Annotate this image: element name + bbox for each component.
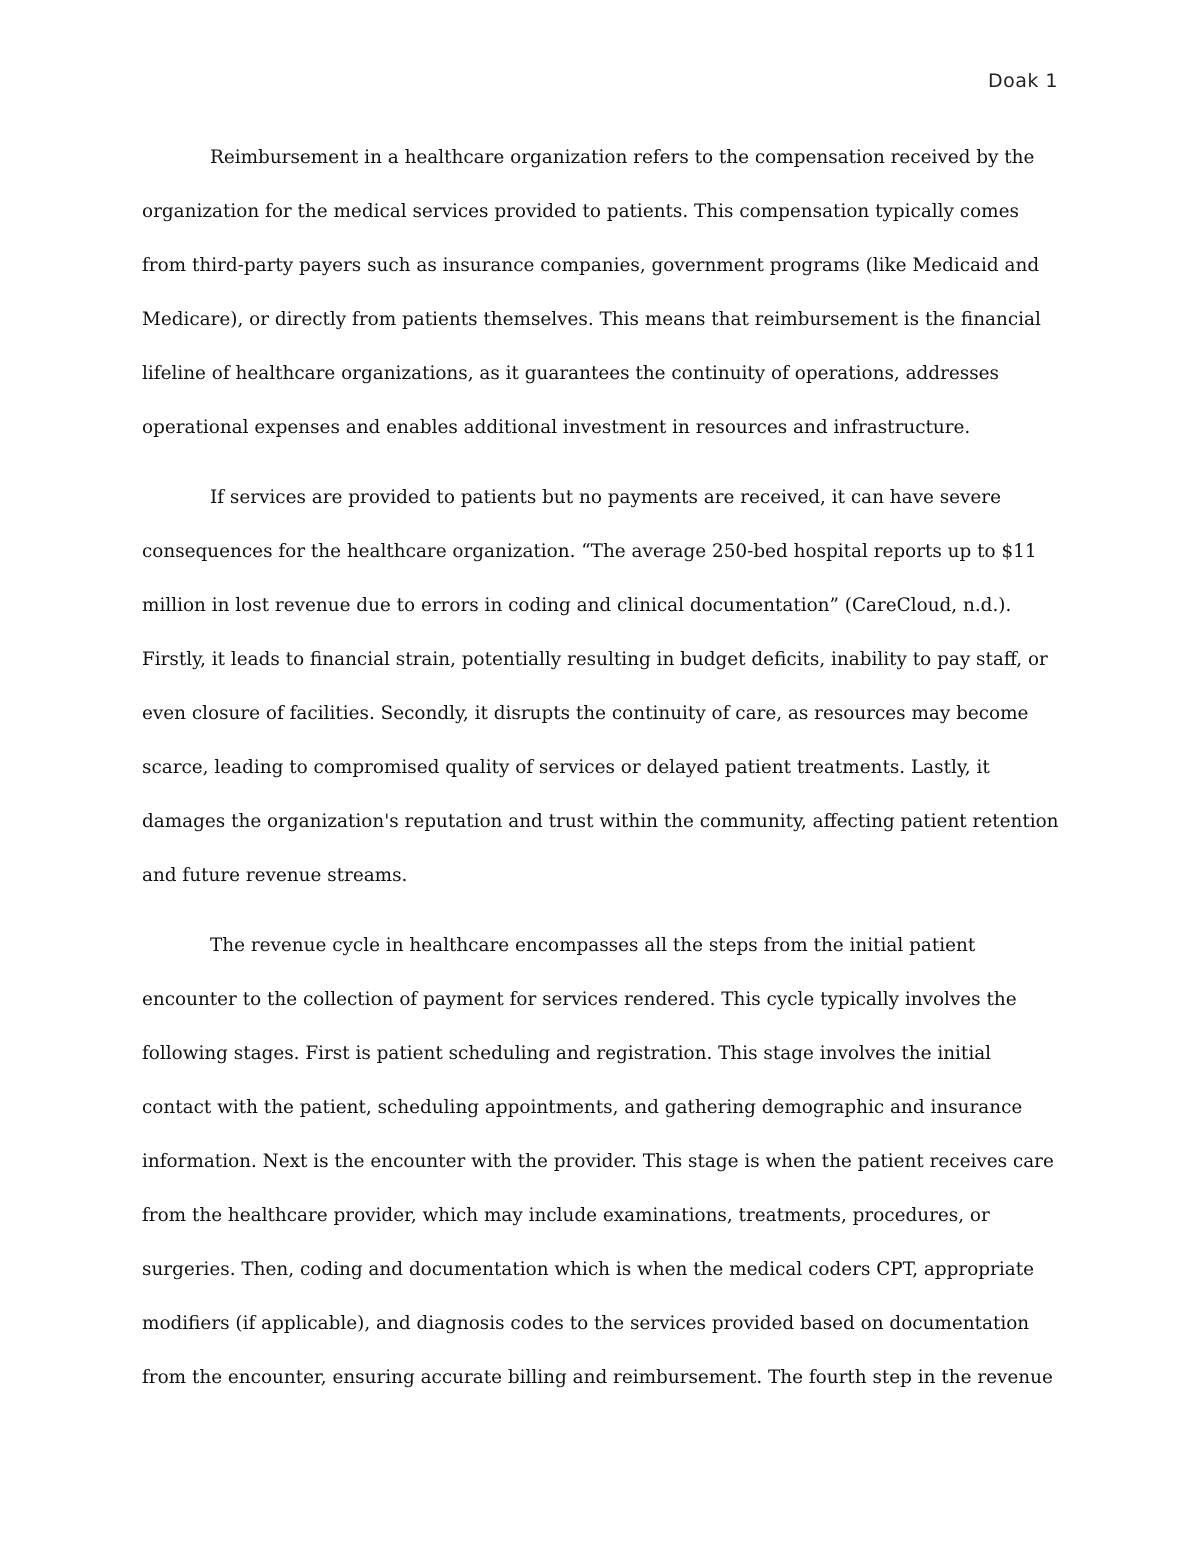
- paragraph-line: consequences for the healthcare organization. “The average 250-bed hospital reports up to $11: [142, 541, 1037, 562]
- running-head: Doak 1: [987, 70, 1058, 92]
- paragraph-line: operational expenses and enables additional investment in resources and infrastructure.: [142, 417, 971, 438]
- paragraph-line: contact with the patient, scheduling appointments, and gathering demographic and insurance: [142, 1097, 1023, 1118]
- paragraph-no-payment-consequences: [142, 471, 1060, 903]
- paragraph-line: following stages. First is patient scheduling and registration. This stage involves the initial: [142, 1043, 992, 1064]
- paragraph-line: Reimbursement in a healthcare organization refers to the compensation received by the: [210, 147, 1035, 168]
- paragraph-line: Medicare), or directly from patients themselves. This means that reimbursement is the financial: [142, 309, 1041, 330]
- paragraph-reimbursement: [142, 131, 1060, 455]
- paragraph-line: from the encounter, ensuring accurate billing and reimbursement. The fourth step in the revenue: [142, 1367, 1053, 1388]
- paragraph-line: The revenue cycle in healthcare encompasses all the steps from the initial patient: [210, 935, 976, 956]
- paragraph-line: encounter to the collection of payment for services rendered. This cycle typically involves the: [142, 989, 1017, 1010]
- paragraph-line: information. Next is the encounter with the provider. This stage is when the patient receives care: [142, 1151, 1054, 1172]
- paragraph-line: million in lost revenue due to errors in coding and clinical documentation” (CareCloud, n.d.).: [142, 595, 1012, 616]
- paragraph-line: organization for the medical services provided to patients. This compensation typically comes: [142, 201, 1019, 222]
- paragraph-line: surgeries. Then, coding and documentation which is when the medical coders CPT, appropriate: [142, 1259, 1034, 1280]
- paragraph-line: Firstly, it leads to financial strain, potentially resulting in budget deficits, inability to pay staff, or: [142, 649, 1048, 670]
- paragraph-line: modifiers (if applicable), and diagnosis codes to the services provided based on documentation: [142, 1313, 1030, 1334]
- paragraph-line: scarce, leading to compromised quality of services or delayed patient treatments. Lastly, it: [142, 757, 990, 778]
- paragraph-line: from third-party payers such as insurance companies, government programs (like Medicaid and: [142, 255, 1040, 276]
- paragraph-line: lifeline of healthcare organizations, as it guarantees the continuity of operations, addresses: [142, 363, 999, 384]
- paragraph-line: even closure of facilities. Secondly, it disrupts the continuity of care, as resources may become: [142, 703, 1029, 724]
- paragraph-line: and future revenue streams.: [142, 865, 408, 886]
- paragraph-spacing: [142, 903, 1060, 919]
- paragraph-line: If services are provided to patients but no payments are received, it can have severe: [210, 487, 1001, 508]
- paragraph-spacing: [142, 455, 1060, 471]
- document-body: [142, 131, 1060, 1405]
- paragraph-revenue-cycle: [142, 919, 1060, 1405]
- paragraph-line: from the healthcare provider, which may include examinations, treatments, procedures, or: [142, 1205, 990, 1226]
- paragraph-line: damages the organization's reputation and trust within the community, affecting patient retention: [142, 811, 1059, 832]
